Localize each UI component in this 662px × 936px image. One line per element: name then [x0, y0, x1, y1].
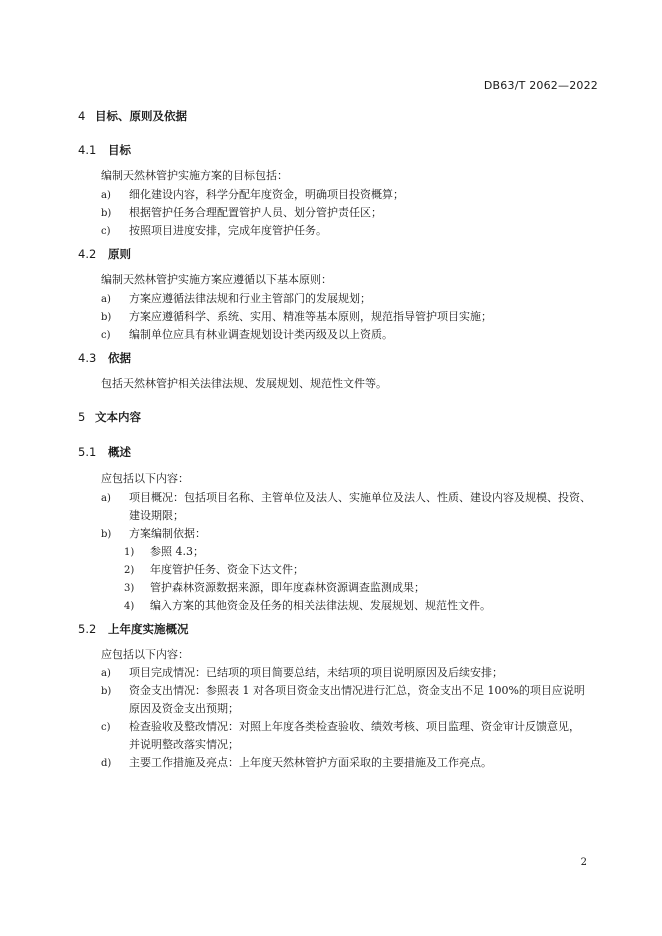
paragraph: 应包括以下内容： — [101, 472, 189, 485]
list-item-continuation: 建设期限； — [129, 509, 184, 522]
document-code: DB63/T 2062—2022 — [483, 79, 598, 92]
paragraph: 应包括以下内容： — [101, 648, 189, 661]
list-item: c) 检查验收及整改情况：对照上年度各类检查验收、绩效考核、项目监理、资金审计反馈意见， — [101, 720, 580, 733]
section-5-2-heading: 5.2 上年度实施概况 — [78, 622, 189, 636]
sub-list-item: 4) 编入方案的其他资金及任务的相关法律法规、发展规划、规范性文件。 — [124, 599, 491, 612]
list-item: a) 项目完成情况：已结项的项目简要总结，未结项的项目说明原因及后续安排； — [101, 666, 503, 679]
sub-list-item: 1) 参照 4.3； — [124, 545, 204, 558]
paragraph: 包括天然林管护相关法律法规、发展规划、规范性文件等。 — [101, 377, 387, 390]
page-number: 2 — [580, 857, 587, 868]
section-4-heading: 4 目标、原则及依据 — [78, 109, 187, 123]
list-item: a) 项目概况：包括项目名称、主管单位及法人、实施单位及法人、性质、建设内容及规模、投资、 — [101, 491, 591, 504]
list-item-continuation: 并说明整改落实情况； — [129, 738, 239, 751]
list-item: b) 资金支出情况：参照表 1 对各项目资金支出情况进行汇总，资金支出不足 100%的项目应说明 — [101, 684, 585, 697]
sub-list-item: 3) 管护森林资源数据来源，即年度森林资源调查监测成果； — [124, 581, 425, 594]
list-item: c) 按照项目进度安排，完成年度管护任务。 — [101, 224, 327, 237]
list-item: b) 方案应遵循科学、系统、实用、精准等基本原则，规范指导管护项目实施； — [101, 310, 492, 323]
list-item: d) 主要工作措施及亮点：上年度天然林管护方面采取的主要措施及工作亮点。 — [101, 756, 492, 769]
list-item: a) 方案应遵循法律法规和行业主管部门的发展规划； — [101, 292, 371, 305]
section-4-1-heading: 4.1 目标 — [78, 143, 131, 157]
paragraph: 编制天然林管护实施方案应遵循以下基本原则： — [101, 273, 332, 286]
list-item: c) 编制单位应具有林业调查规划设计类丙级及以上资质。 — [101, 328, 393, 341]
section-4-2-heading: 4.2 原则 — [78, 247, 131, 261]
paragraph: 编制天然林管护实施方案的目标包括： — [101, 169, 288, 182]
list-item: b) 方案编制依据： — [101, 527, 206, 540]
list-item: b) 根据管护任务合理配置管护人员、划分管护责任区； — [101, 206, 382, 219]
list-item-continuation: 原因及资金支出预期； — [129, 702, 239, 715]
list-item: a) 细化建设内容，科学分配年度资金，明确项目投资概算； — [101, 188, 404, 201]
section-5-heading: 5 文本内容 — [78, 410, 141, 424]
section-4-3-heading: 4.3 依据 — [78, 351, 131, 365]
sub-list-item: 2) 年度管护任务、资金下达文件； — [124, 563, 304, 576]
section-5-1-heading: 5.1 概述 — [78, 445, 131, 459]
